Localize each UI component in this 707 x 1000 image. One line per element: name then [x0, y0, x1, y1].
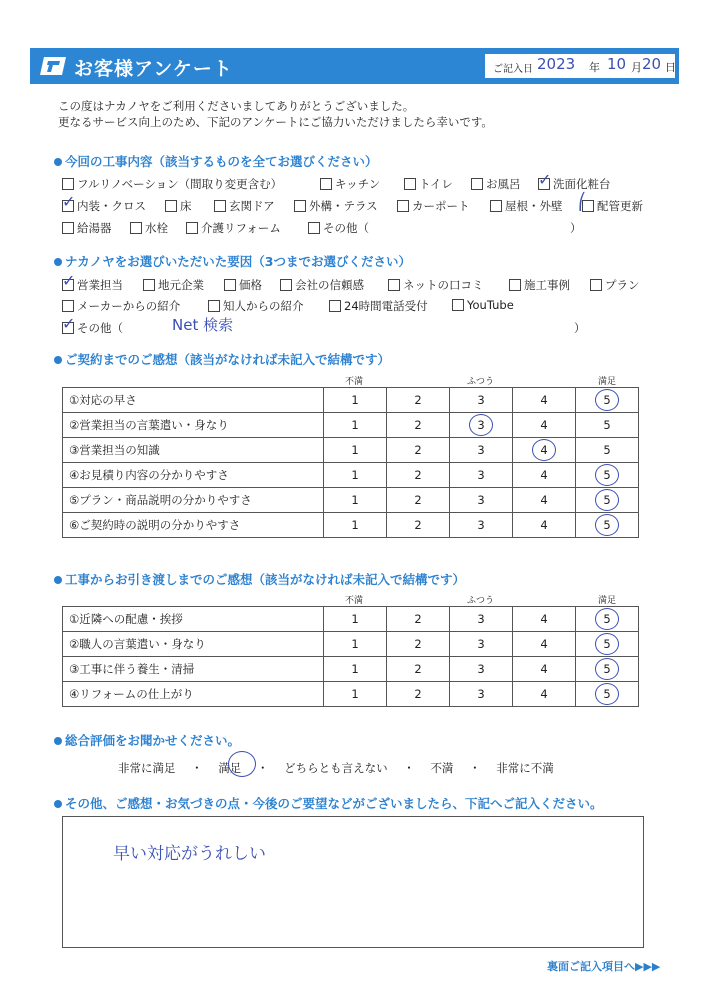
- score-number: 4: [540, 662, 548, 676]
- construction-score-4[interactable]: [513, 657, 576, 682]
- option-24h-phone[interactable]: 24時間電話受付: [329, 298, 428, 314]
- contract-score-5[interactable]: [576, 388, 639, 413]
- checkbox-icon: [404, 178, 416, 190]
- score-number: 2: [414, 612, 422, 626]
- construction-score-2[interactable]: [387, 607, 450, 632]
- option-sales-rep[interactable]: 営業担当: [62, 277, 123, 293]
- score-number: 5: [603, 393, 611, 407]
- score-number: 2: [414, 637, 422, 651]
- score-number: 2: [414, 662, 422, 676]
- score-number: 1: [351, 637, 359, 651]
- checkbox-icon: [214, 200, 226, 212]
- contract-score-1[interactable]: [324, 488, 387, 513]
- checkbox-icon: [208, 300, 220, 312]
- option-full-renovation[interactable]: フルリノベーション（間取り変更含む）: [62, 176, 282, 192]
- scale-mid-label: ふつう: [467, 377, 495, 387]
- checkbox-icon: [62, 300, 74, 312]
- section-1-title: 今回の工事内容（該当するものを全てお選びください）: [54, 152, 378, 170]
- contract-score-4[interactable]: [513, 488, 576, 513]
- scale-high-label: 満足: [598, 377, 617, 387]
- contract-score-2[interactable]: [387, 413, 450, 438]
- scale-low-label: 不満: [345, 377, 364, 387]
- construction-row: [63, 682, 639, 707]
- choice-very-dissatisfied[interactable]: 非常に不満: [496, 761, 554, 775]
- scale-mid-label: ふつう: [467, 596, 495, 606]
- intro-line-1: この度はナカノヤをご利用くださいましてありがとうございました。: [58, 99, 415, 113]
- contract-score-2[interactable]: [387, 513, 450, 538]
- contract-score-2[interactable]: [387, 388, 450, 413]
- bullet-icon: [54, 576, 62, 584]
- month-unit: 月: [631, 61, 642, 74]
- construction-row: [63, 632, 639, 657]
- contract-score-1[interactable]: [324, 513, 387, 538]
- construction-score-3[interactable]: [450, 682, 513, 707]
- contract-score-1[interactable]: [324, 388, 387, 413]
- score-number: 3: [477, 612, 485, 626]
- contract-question: ⑥ご契約時の説明の分かりやすさ: [63, 513, 324, 538]
- header-bar: [30, 48, 679, 84]
- checkbox-icon: [308, 222, 320, 234]
- option-water-heater[interactable]: 給湯器: [62, 220, 112, 236]
- check-mark-icon: ✓: [62, 271, 76, 290]
- checkbox-icon: [62, 222, 74, 234]
- construction-question: ④リフォームの仕上がり: [63, 682, 324, 707]
- score-number: 4: [540, 687, 548, 701]
- contract-score-4[interactable]: [513, 463, 576, 488]
- score-number: 5: [603, 493, 611, 507]
- score-number: 5: [603, 637, 611, 651]
- construction-score-2[interactable]: [387, 657, 450, 682]
- contract-score-2[interactable]: [387, 438, 450, 463]
- company-logo-icon: [40, 57, 66, 75]
- checkbox-icon: [143, 279, 155, 291]
- option-case-study[interactable]: 施工事例: [509, 277, 570, 293]
- year-unit: 年: [589, 61, 600, 74]
- contract-row: [63, 488, 639, 513]
- checkbox-icon: [320, 178, 332, 190]
- contract-score-3[interactable]: [450, 388, 513, 413]
- bullet-icon: [54, 356, 62, 364]
- score-number: 3: [477, 468, 485, 482]
- section-5-title: 総合評価をお聞かせください。: [54, 731, 240, 749]
- contract-score-4[interactable]: [513, 438, 576, 463]
- contract-score-5[interactable]: [576, 438, 639, 463]
- contract-score-2[interactable]: [387, 463, 450, 488]
- option-other-1-close: ）: [570, 221, 582, 235]
- score-number: 3: [477, 443, 485, 457]
- construction-question: ③工事に伴う養生・清掃: [63, 657, 324, 682]
- construction-rating-table: [62, 606, 639, 707]
- option-faucet[interactable]: 水栓: [130, 220, 168, 236]
- score-number: 4: [540, 393, 548, 407]
- score-number: 1: [351, 662, 359, 676]
- score-number: 1: [351, 687, 359, 701]
- contract-question: ③営業担当の知識: [63, 438, 324, 463]
- construction-score-3[interactable]: [450, 632, 513, 657]
- score-number: 2: [414, 393, 422, 407]
- checkbox-icon: [186, 222, 198, 234]
- checkbox-icon: [280, 279, 292, 291]
- bullet-icon: [54, 258, 62, 266]
- section-6-title: その他、ご感想・お気づきの点・今後のご要望などがございましたら、下記へご記入ください。: [54, 794, 603, 812]
- construction-score-3[interactable]: [450, 657, 513, 682]
- contract-row: [63, 413, 639, 438]
- contract-question: ①対応の早さ: [63, 388, 324, 413]
- option-other-2[interactable]: その他（: [62, 320, 123, 336]
- construction-row: [63, 607, 639, 632]
- contract-score-5[interactable]: [576, 488, 639, 513]
- contract-score-5[interactable]: [576, 413, 639, 438]
- scale-high-label: 満足: [598, 596, 617, 606]
- construction-score-1[interactable]: [324, 657, 387, 682]
- contract-row: [63, 438, 639, 463]
- check-mark-icon: ✓: [62, 192, 76, 211]
- score-number: 1: [351, 612, 359, 626]
- day-unit: 日: [665, 61, 676, 74]
- construction-score-1[interactable]: [324, 607, 387, 632]
- contract-score-4[interactable]: [513, 388, 576, 413]
- selected-circle-icon: [228, 751, 256, 777]
- date-box: [485, 54, 675, 78]
- bullet-icon: [54, 800, 62, 808]
- score-number: 4: [540, 493, 548, 507]
- construction-score-3[interactable]: [450, 607, 513, 632]
- score-number: 1: [351, 493, 359, 507]
- score-number: 3: [477, 518, 485, 532]
- contract-question: ④お見積り内容の分かりやすさ: [63, 463, 324, 488]
- option-trust[interactable]: 会社の信頼感: [280, 277, 364, 293]
- checkbox-icon: [62, 178, 74, 190]
- score-number: 2: [414, 443, 422, 457]
- choice-satisfied[interactable]: 満足: [218, 761, 242, 775]
- construction-question: ①近隣への配慮・挨拶: [63, 607, 324, 632]
- option-bath[interactable]: お風呂: [471, 176, 521, 192]
- score-number: 4: [540, 468, 548, 482]
- date-year: 2023: [537, 55, 576, 73]
- score-number: 5: [603, 662, 611, 676]
- contract-score-2[interactable]: [387, 488, 450, 513]
- back-page-note[interactable]: 裏面ご記入項目へ▶▶▶: [547, 960, 661, 973]
- construction-score-4[interactable]: [513, 607, 576, 632]
- section-4-title: 工事からお引き渡しまでのご感想（該当がなければ未記入で結構です）: [54, 570, 465, 588]
- check-mark-icon: ✓: [538, 170, 552, 189]
- option-local-company[interactable]: 地元企業: [143, 277, 204, 293]
- score-number: 4: [540, 612, 548, 626]
- checkbox-icon: [490, 200, 502, 212]
- choice-very-satisfied[interactable]: 非常に満足: [118, 761, 176, 775]
- construction-score-2[interactable]: [387, 632, 450, 657]
- construction-score-4[interactable]: [513, 632, 576, 657]
- date-label: ご記入日: [493, 64, 533, 75]
- option-price[interactable]: 価格: [224, 277, 262, 293]
- contract-score-1[interactable]: [324, 413, 387, 438]
- option-piping[interactable]: 配管更新: [582, 198, 643, 214]
- contract-score-5[interactable]: [576, 463, 639, 488]
- score-number: 2: [414, 468, 422, 482]
- score-number: 2: [414, 418, 422, 432]
- contract-row: [63, 463, 639, 488]
- option-carport[interactable]: カーポート: [397, 198, 470, 214]
- option-maker-referral[interactable]: メーカーからの紹介: [62, 298, 180, 314]
- option-net-review[interactable]: ネットの口コミ: [388, 277, 484, 293]
- contract-score-3[interactable]: [450, 413, 513, 438]
- check-mark-icon: ✓: [62, 314, 76, 333]
- scale-low-label: 不満: [345, 596, 364, 606]
- section-2-title: ナカノヤをお選びいただいた要因（3つまでお選びください）: [54, 252, 411, 270]
- contract-score-3[interactable]: [450, 463, 513, 488]
- score-number: 4: [540, 443, 548, 457]
- score-number: 3: [477, 687, 485, 701]
- option-roof-wall[interactable]: 屋根・外壁: [490, 198, 563, 214]
- checkbox-icon: [224, 279, 236, 291]
- check-mark-icon: ⎛: [578, 192, 586, 211]
- score-number: 1: [351, 443, 359, 457]
- score-number: 5: [603, 443, 611, 457]
- score-number: 5: [603, 468, 611, 482]
- score-number: 5: [603, 687, 611, 701]
- checkbox-icon: [388, 279, 400, 291]
- contract-score-3[interactable]: [450, 513, 513, 538]
- construction-score-2[interactable]: [387, 682, 450, 707]
- option-other-1[interactable]: その他（: [308, 220, 369, 236]
- contract-score-1[interactable]: [324, 463, 387, 488]
- score-number: 1: [351, 468, 359, 482]
- checkbox-icon: [397, 200, 409, 212]
- section-3-title: ご契約までのご感想（該当がなければ未記入で結構です）: [54, 350, 390, 368]
- contract-score-1[interactable]: [324, 438, 387, 463]
- option-other-2-close: ）: [574, 321, 586, 335]
- page-title: お客様アンケート: [74, 58, 233, 80]
- score-number: 3: [477, 662, 485, 676]
- choice-neutral[interactable]: どちらとも言えない: [284, 761, 388, 775]
- option-care-reform[interactable]: 介護リフォーム: [186, 220, 281, 236]
- construction-score-5[interactable]: [576, 632, 639, 657]
- score-number: 5: [603, 612, 611, 626]
- construction-row: [63, 657, 639, 682]
- comment-handwritten: 早い対応がうれしい: [113, 844, 266, 864]
- date-month: 10: [607, 55, 627, 73]
- checkbox-icon: [294, 200, 306, 212]
- checkbox-icon: [471, 178, 483, 190]
- construction-score-5[interactable]: [576, 607, 639, 632]
- checkbox-icon: [590, 279, 602, 291]
- score-number: 1: [351, 518, 359, 532]
- option-vanity[interactable]: 洗面化粧台: [538, 176, 611, 192]
- score-number: 4: [540, 418, 548, 432]
- other-2-handwritten: Net 検索: [172, 316, 234, 334]
- score-number: 3: [477, 637, 485, 651]
- option-plan[interactable]: プラン: [590, 277, 640, 293]
- checkbox-icon: [509, 279, 521, 291]
- option-kitchen[interactable]: キッチン: [320, 176, 380, 192]
- construction-score-4[interactable]: [513, 682, 576, 707]
- contract-row: [63, 388, 639, 413]
- option-youtube[interactable]: YouTube: [452, 298, 514, 312]
- construction-question: ②職人の言葉遣い・身なり: [63, 632, 324, 657]
- score-number: 3: [477, 418, 485, 432]
- overall-rating-choices: 非常に満足 ・ 満足 ・ どちらとも言えない ・ 不満 ・ 非常に不満: [118, 761, 554, 775]
- checkbox-icon: [452, 299, 464, 311]
- score-number: 2: [414, 518, 422, 532]
- contract-score-4[interactable]: [513, 513, 576, 538]
- contract-row: [63, 513, 639, 538]
- option-floor[interactable]: 床: [165, 198, 192, 214]
- option-entrance-door[interactable]: 玄関ドア: [214, 198, 275, 214]
- option-toilet[interactable]: トイレ: [404, 176, 453, 192]
- score-number: 1: [351, 393, 359, 407]
- option-interior[interactable]: 内装・クロス: [62, 198, 146, 214]
- score-number: 3: [477, 493, 485, 507]
- bullet-icon: [54, 158, 62, 166]
- contract-score-3[interactable]: [450, 488, 513, 513]
- intro-line-2: 更なるサービス向上のため、下記のアンケートにご協力いただけましたら幸いです。: [58, 115, 493, 129]
- score-number: 2: [414, 687, 422, 701]
- construction-score-1[interactable]: [324, 682, 387, 707]
- checkbox-icon: [329, 300, 341, 312]
- contract-question: ②営業担当の言葉遣い・身なり: [63, 413, 324, 438]
- comment-box[interactable]: [62, 816, 644, 948]
- contract-score-5[interactable]: [576, 513, 639, 538]
- option-exterior-terrace[interactable]: 外構・テラス: [294, 198, 378, 214]
- score-number: 2: [414, 493, 422, 507]
- score-number: 4: [540, 518, 548, 532]
- choice-dissatisfied[interactable]: 不満: [430, 761, 454, 775]
- contract-question: ⑤プラン・商品説明の分かりやすさ: [63, 488, 324, 513]
- score-number: 3: [477, 393, 485, 407]
- score-number: 1: [351, 418, 359, 432]
- construction-score-1[interactable]: [324, 632, 387, 657]
- option-acquaintance-referral[interactable]: 知人からの紹介: [208, 298, 304, 314]
- contract-score-3[interactable]: [450, 438, 513, 463]
- date-day: 20: [642, 55, 662, 73]
- score-number: 5: [603, 518, 611, 532]
- construction-score-5[interactable]: [576, 657, 639, 682]
- bullet-icon: [54, 737, 62, 745]
- score-number: 5: [603, 418, 611, 432]
- construction-score-5[interactable]: [576, 682, 639, 707]
- contract-score-4[interactable]: [513, 413, 576, 438]
- checkbox-icon: [130, 222, 142, 234]
- checkbox-icon: [165, 200, 177, 212]
- contract-rating-table: [62, 387, 639, 538]
- score-number: 4: [540, 637, 548, 651]
